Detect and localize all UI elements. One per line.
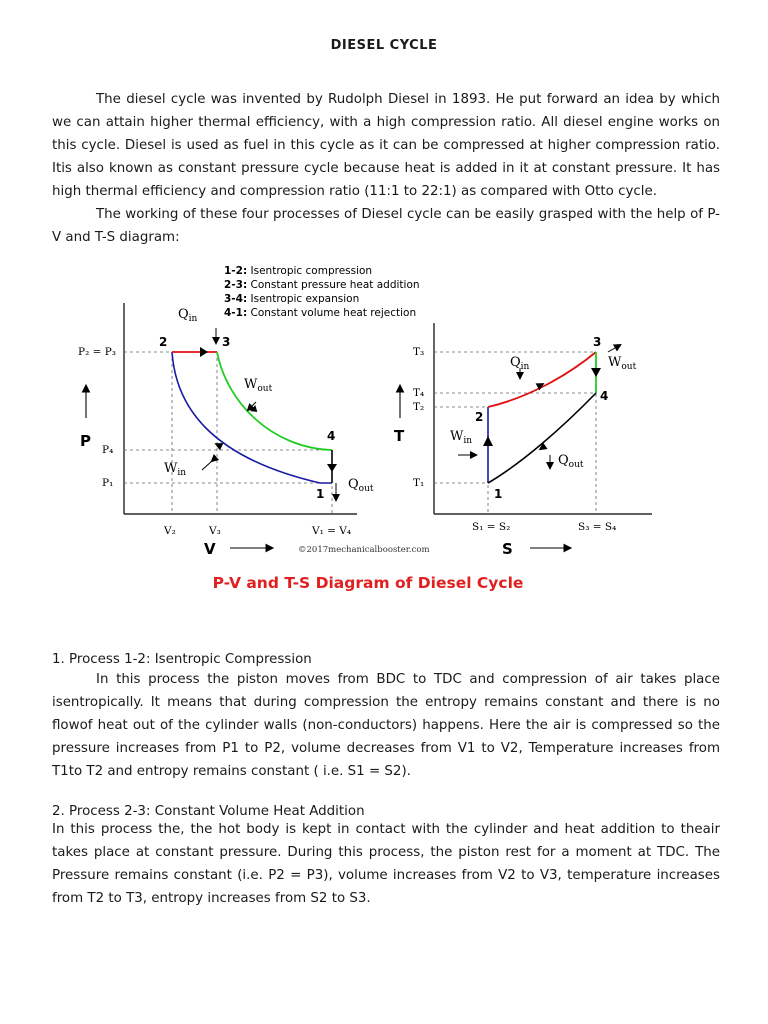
- pv-q-out-label: $Q_{out}$: [348, 477, 374, 494]
- ts-tick-t3: T₃: [413, 346, 425, 358]
- pv-tick-p4: P₄: [102, 444, 114, 456]
- legend-item-4: 4-1: Constant volume heat rejection: [224, 307, 417, 319]
- pv-diagram: [78, 303, 430, 558]
- ts-q-in-label: $Q_{in}$: [510, 355, 530, 372]
- ts-q-out-label: $Q_{out}$: [558, 453, 584, 470]
- intro-paragraph: The diesel cycle was invented by Rudolph Diesel in 1893. He put forward an idea by which we can attain higher thermal efficiency, with a high compression ratio. All diesel engine works on this cycle. Diesel is used as fuel in this cycle as it can be compressed at higher compression ratio. Itis also known as constant pressure cycle because heat is added in it at constant pressure. It has high thermal efficiency and compression ratio (11:1 to 22:1) as compared with Otto cycle.: [52, 92, 720, 199]
- pv-w-out-label: $W_{out}$: [244, 377, 273, 394]
- pv-q-in-label: $Q_{in}$: [178, 307, 198, 324]
- pv-w-in-label: $W_{in}$: [164, 461, 187, 478]
- page-title: DIESEL CYCLE: [330, 38, 438, 53]
- pv-tick-v3: V₃: [209, 525, 221, 537]
- ts-tick-t2: T₂: [413, 401, 425, 413]
- pv-tick-p2p3: P₂ = P₃: [78, 346, 117, 358]
- ts-s-axis-label: S: [502, 540, 513, 558]
- pv-point-1: 1: [316, 487, 325, 501]
- legend-item-2: 2-3: Constant pressure heat addition: [224, 279, 420, 291]
- ts-w-in-label: $W_{in}$: [450, 429, 473, 446]
- ts-point-2: 2: [475, 410, 484, 424]
- intro-paragraph-2: The working of these four processes of Diesel cycle can be easily grasped with the help of P-V and T-S diagram:: [52, 207, 720, 245]
- ts-tick-s1s2: S₁ = S₂: [472, 521, 511, 533]
- ts-tick-t4: T₄: [413, 387, 425, 399]
- pv-v-axis-label: V: [204, 540, 216, 558]
- ts-w-out-label: $W_{out}$: [608, 355, 637, 372]
- process-legend: [224, 265, 420, 319]
- diesel-cycle-diagram: [72, 258, 664, 598]
- ts-point-3: 3: [593, 335, 602, 349]
- ts-tick-s3s4: S₃ = S₄: [578, 521, 617, 533]
- ts-tick-t1: T₁: [413, 477, 425, 489]
- ts-t-axis-label: T: [394, 427, 405, 445]
- pv-p-axis-label: P: [80, 432, 91, 450]
- ts-point-1: 1: [494, 487, 503, 501]
- legend-item-3: 3-4: Isentropic expansion: [224, 293, 360, 305]
- legend-item-1: 1-2: Isentropic compression: [224, 265, 373, 277]
- pv-ts-diagram-svg: [72, 258, 664, 598]
- process-1-heading: 1. Process 1-2: Isentropic Compression: [52, 652, 312, 667]
- pv-point-2: 2: [159, 335, 168, 349]
- pv-expansion-curve: [217, 352, 332, 450]
- process-1-body: In this process the piston moves from BDC to TDC and compression of air takes place isentropically. It means that during compression the entropy remains constant and there is no flowof heat out of the cylinder walls (non-conductors) happens. Here the air is compressed so the pressure increases from P1 to P2, volume decreases from V1 to V2, Temperature increases from T1to T2 and entropy remains constant ( i.e. S1 = S2).: [52, 672, 720, 779]
- pv-point-3: 3: [222, 335, 231, 349]
- pv-tick-v1v4: V₁ = V₄: [312, 525, 352, 537]
- pv-copyright: ©2017mechanicalbooster.com: [298, 545, 430, 555]
- ts-heat-addition-curve: [488, 352, 596, 407]
- process-2-body: In this process the, the hot body is kept in contact with the cylinder and heat addition to theair takes place at constant pressure. During this process, the piston rest for a moment at TDC. The Pressure remains constant (i.e. P2 = P3), volume increases from V2 to V3, temperature increases from T2 to T3, entropy increases from S2 to S3.: [52, 822, 720, 906]
- process-2-heading: 2. Process 2-3: Constant Volume Heat Addition: [52, 804, 365, 819]
- pv-compression-curve: [172, 352, 332, 483]
- ts-point-4: 4: [600, 389, 609, 403]
- pv-point-4: 4: [327, 429, 336, 443]
- diagram-caption: P-V and T-S Diagram of Diesel Cycle: [212, 574, 524, 592]
- pv-tick-v2: V₂: [164, 525, 176, 537]
- pv-tick-p1: P₁: [102, 477, 114, 489]
- ts-diagram: [394, 323, 652, 558]
